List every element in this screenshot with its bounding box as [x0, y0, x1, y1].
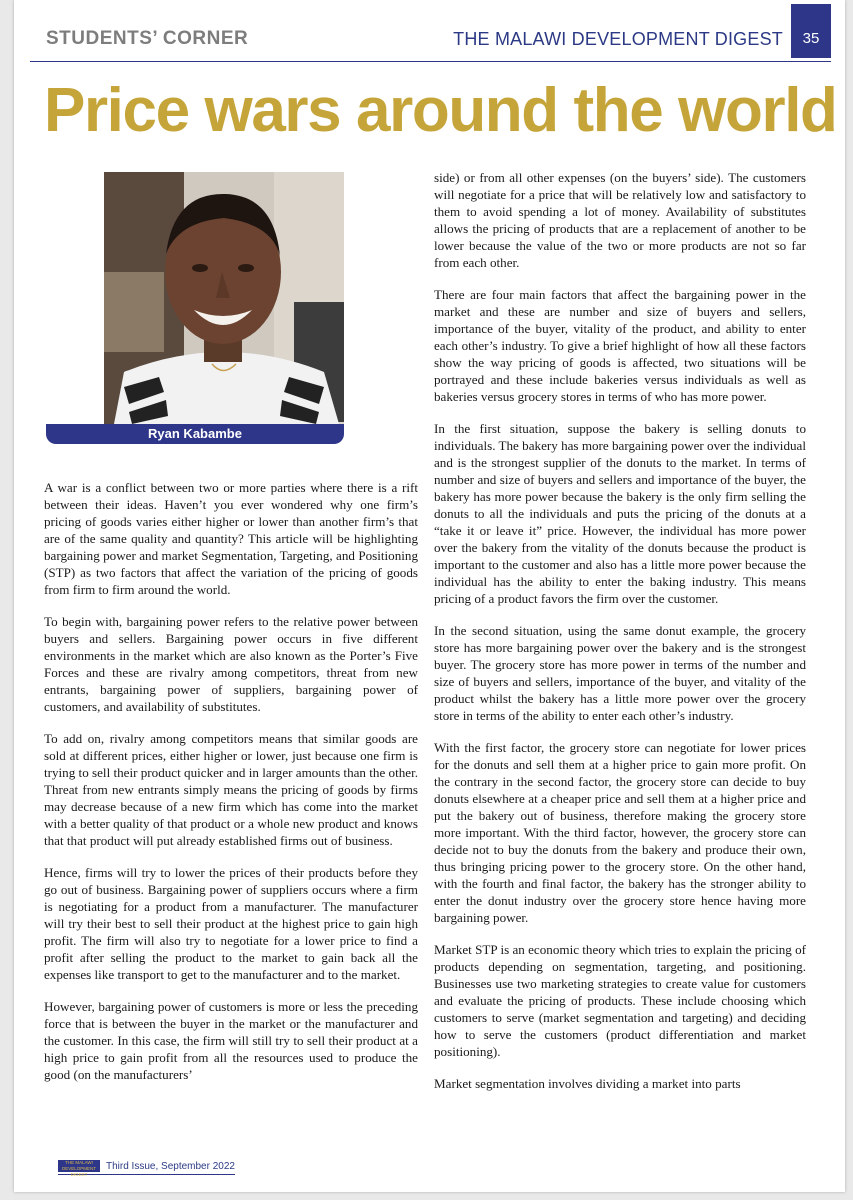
author-photo	[104, 172, 344, 424]
magazine-title: THE MALAWI DEVELOPMENT DIGEST	[453, 29, 783, 49]
left-column	[44, 479, 418, 1098]
footer	[58, 1160, 235, 1175]
article-headline: Price wars around the world	[44, 76, 837, 145]
paragraph: To add on, rivalry among competitors means that similar goods are sold at different prices, either higher or lower, just because one firm is trying to sell their product quicker and in larger amounts than the other. Threat from new entrants simply means the pricing of goods by firms may decrease because of a new firm which has come into the market with a better quality of that product or a whole new product and knows that that product will put already established firms out of business.	[44, 731, 418, 848]
right-column	[434, 169, 806, 1107]
page-number: 35	[791, 4, 831, 58]
paragraph: side) or from all other expenses (on the buyers’ side). The customers will negotiate for a price that will be relatively low and satisfactory to them to avoid spending a lot of money. Availability of substitutes allows the pricing of products that are a replacement of another to be lower because the value of the two or more products are not so far from each other.	[434, 170, 806, 270]
paragraph: A war is a conflict between two or more parties where there is a rift between their ideas. Haven’t you ever wondered why one firm’s pricing of goods varies either higher or lower than another firm’s that are of the same quality and quantity? This article will be highlighting bargaining power and market Segmentation, Targeting, and Positioning (STP) as two factors that affect the variation of the pricing of goods from firm to firm around the world.	[44, 480, 418, 597]
issue-label: Third Issue, September 2022	[106, 1160, 235, 1172]
section-label: STUDENTS’ CORNER	[46, 28, 249, 49]
header-rule	[30, 61, 831, 62]
paragraph: In the second situation, using the same donut example, the grocery store has more bargaining power over the bakery and is the strongest buyer. The grocery store has more power in terms of the number and size of buyers and sellers, importance of the buyer, and vitality of the product whilst the bakery has a little more power over the grocery store in terms of the ability to enter each other’s industry.	[434, 623, 806, 723]
paragraph: With the first factor, the grocery store can negotiate for lower prices for the donuts and sell them at a higher price to gain more profit. On the contrary in the second factor, the grocery store can decide to buy donuts elsewhere at a cheaper price and sell them at a higher price and put the bakery out of business, therefore making the grocery store more important. With the third factor, however, the grocery store can decide not to buy the donuts from the bakery and produce their own, thus bringing pricing power to the grocery store. On the other hand, with the fourth and final factor, the bakery has the stronger ability to enter the donut industry over the grocery store hence having more bargaining power.	[434, 740, 806, 925]
paragraph: There are four main factors that affect the bargaining power in the market and these are number and size of buyers and sellers, importance of the buyer, vitality of the product, and ability to enter each other’s industry. To give a brief highlight of how all these factors show the way pricing of goods is affected, two situations will be portrayed and these include bakeries versus individuals as well as bakeries versus grocery stores in terms of who has more power.	[434, 287, 806, 404]
paragraph: Market segmentation involves dividing a market into parts	[434, 1076, 741, 1091]
paragraph: In the first situation, suppose the bakery is selling donuts to individuals. The bakery has more bargaining power over the individual and is the strongest supplier of the donuts to the market. In terms of number and size of buyers and sellers and importance of the buyer, the bakery has more power because the bakery is the only firm selling the donuts to all the individuals and puts the pricing of the donuts at a “take it or leave it” price. However, the individual has more power over the bakery from the vitality of the donuts because the product is important to the customer and also has a little more power because the individual has the ability to enter the baking industry. This means pricing of a product favors the firm over the customer.	[434, 421, 806, 606]
paragraph: Hence, firms will try to lower the prices of their products before they go out of business. Bargaining power of suppliers occurs where a firm is negotiating for a product from a manufacturer. The manufacturer will try their best to sell their product at the highest price to gain high profit. The firm will also try to negotiate for a lower price to find a profit after selling the product to the market to gain back all the expenses like transport to get to the manufacturer and to the market.	[44, 865, 418, 982]
paragraph: Market STP is an economic theory which tries to explain the pricing of products depending on segmentation, targeting, and positioning. Businesses use two marketing strategies to create value for customers and evaluate the pricing of products. These include choosing which customers to serve (market segmentation and targeting) and deciding how to serve the customers (product differentiation and market positioning).	[434, 942, 806, 1059]
paragraph: However, bargaining power of customers is more or less the preceding force that is between the buyer in the market or the manufacturer and the customer. In this case, the firm will still try to sell their product at a high price to gain profit from all the resources used to produce the good (on the manufacturers’	[44, 999, 418, 1082]
magazine-logo: THE MALAWI DEVELOPMENT DIGEST	[58, 1160, 100, 1172]
photo-caption: Ryan Kabambe	[46, 424, 344, 444]
magazine-page	[14, 0, 845, 1192]
paragraph: To begin with, bargaining power refers to the relative power between buyers and sellers. Bargaining power occurs in five different environments in the market which are also known as the Porter’s Five Forces and these are rivalry among competitors, threat from new entrants, bargaining power of suppliers, bargaining power of customers, and availability of substitutes.	[44, 614, 418, 714]
